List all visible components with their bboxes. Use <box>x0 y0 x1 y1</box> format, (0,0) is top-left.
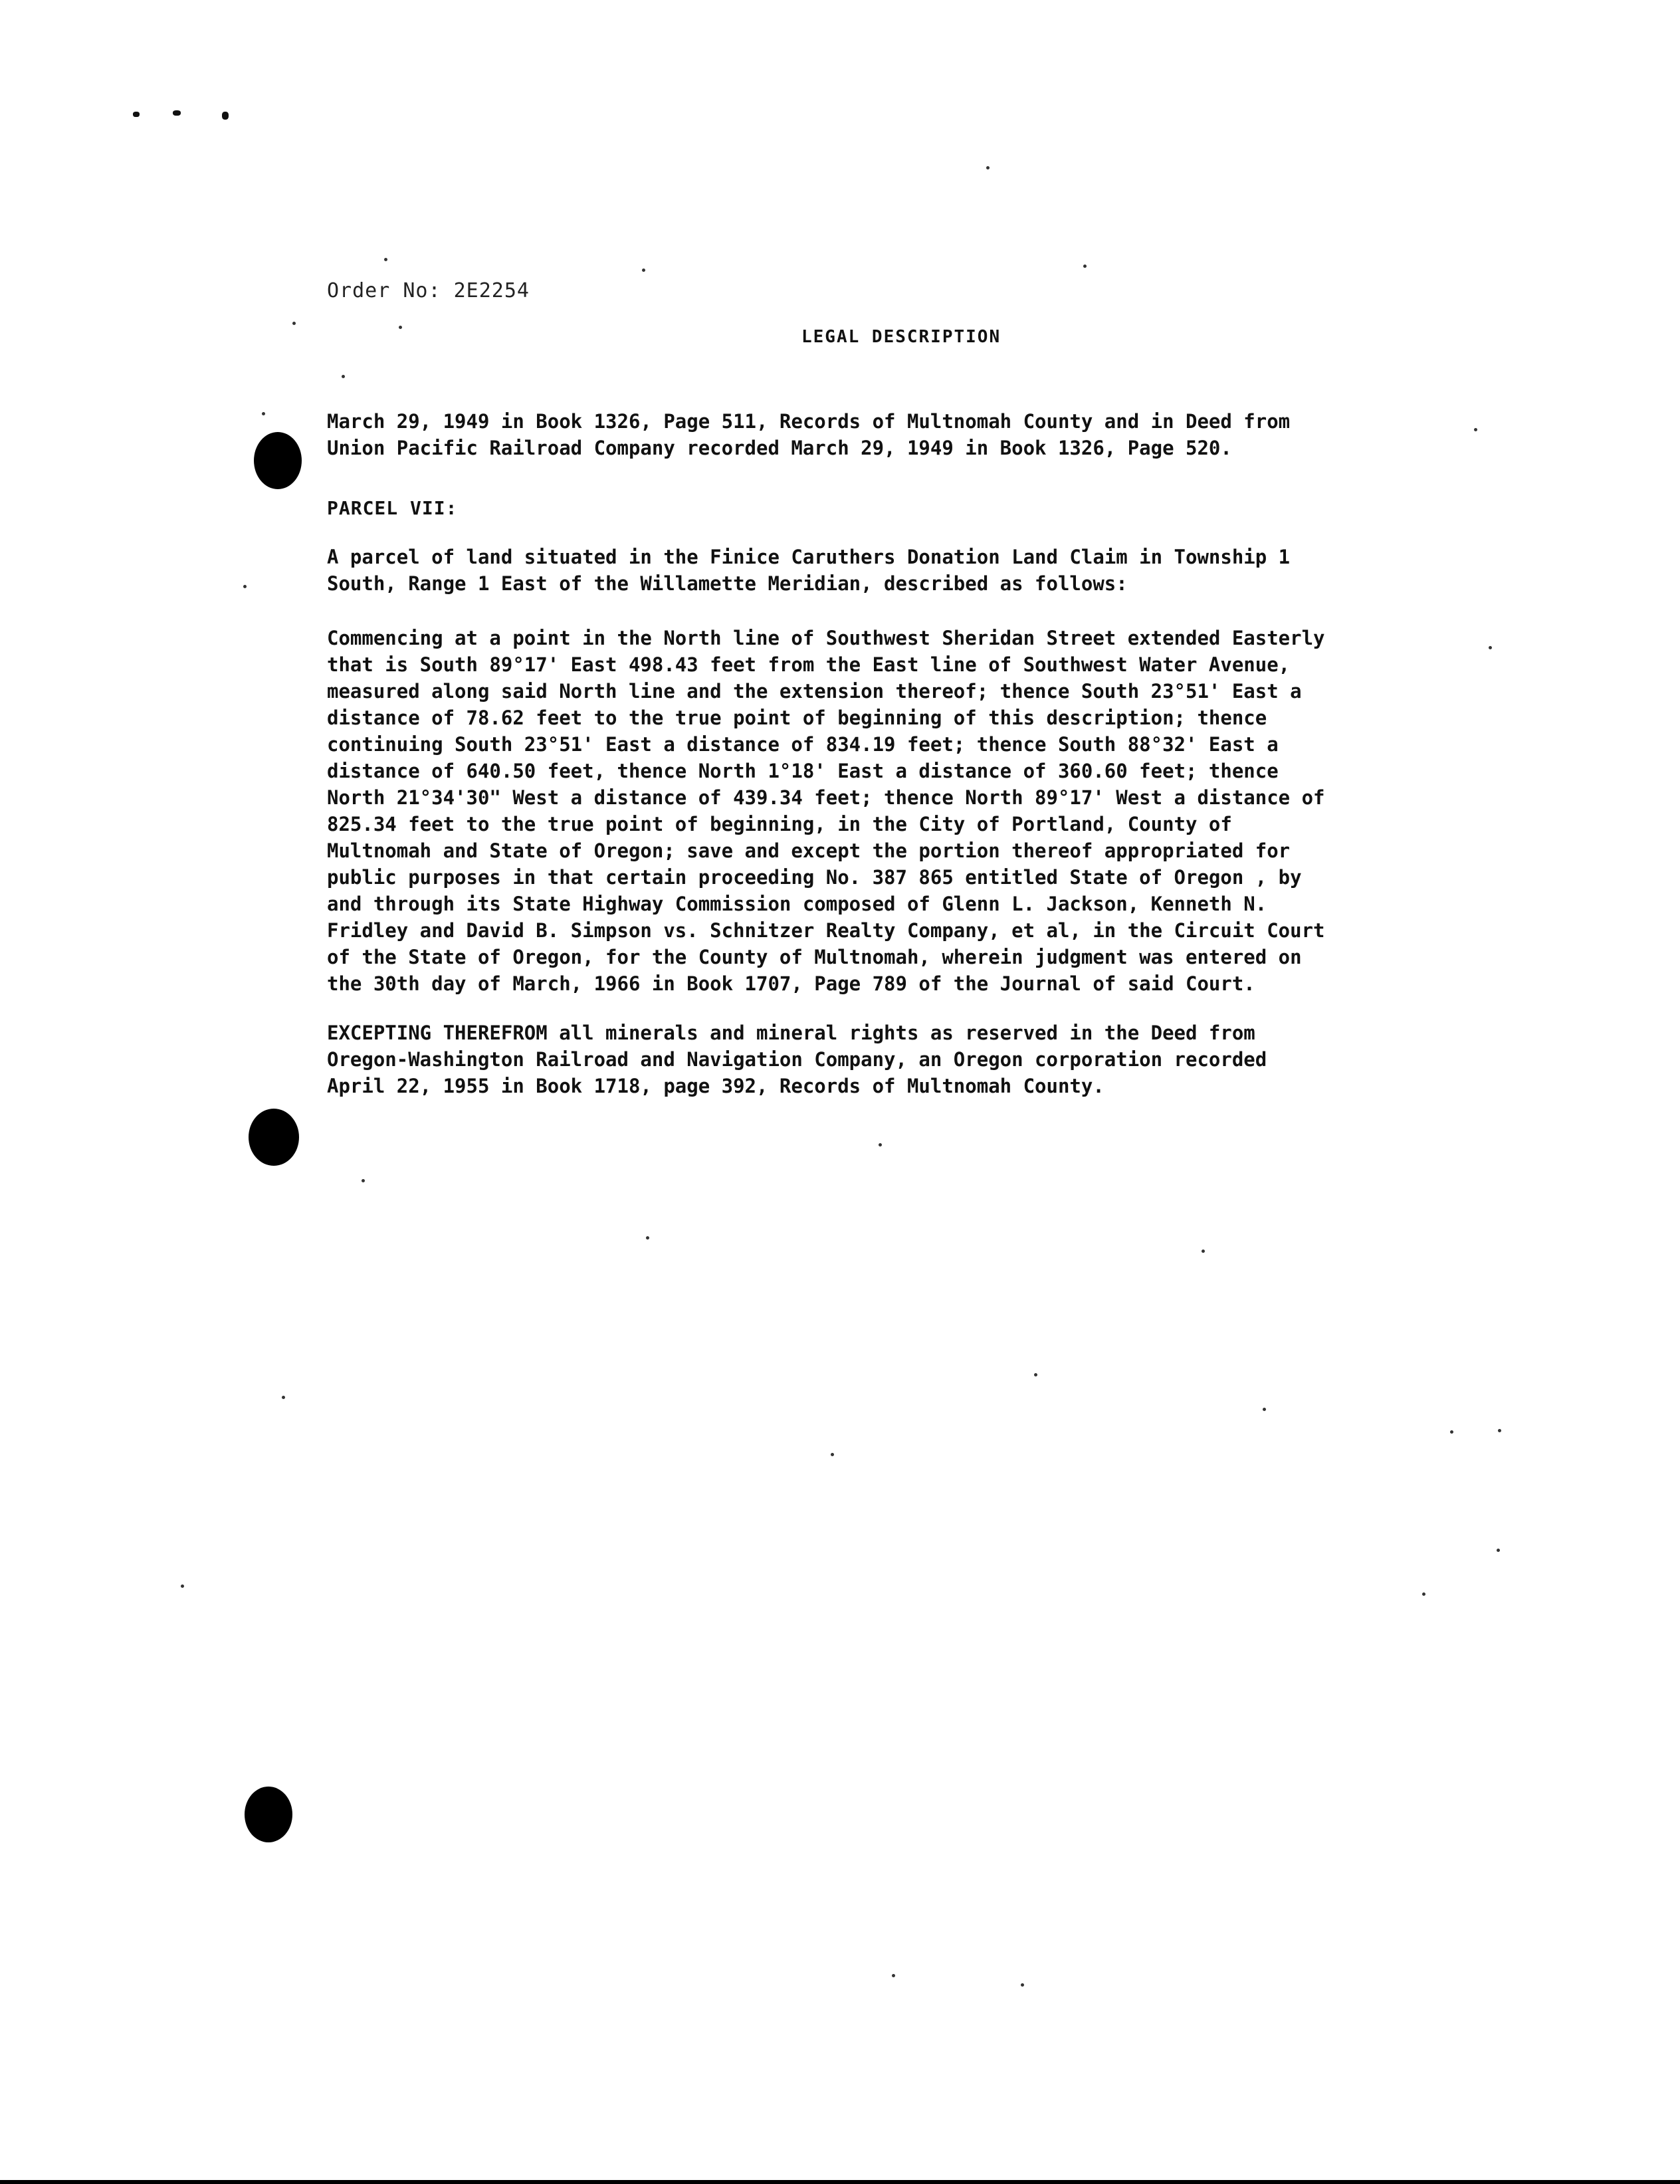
scan-speck <box>1202 1250 1205 1253</box>
scan-speck <box>262 412 265 415</box>
scan-speck <box>831 1453 834 1456</box>
scan-mark <box>133 112 140 117</box>
scan-speck <box>1034 1373 1037 1376</box>
scan-speck <box>1450 1430 1453 1434</box>
hole-punch <box>245 1787 292 1842</box>
scan-speck <box>384 258 387 261</box>
scan-speck <box>646 1236 649 1240</box>
scan-speck <box>1263 1408 1266 1411</box>
scan-speck <box>181 1584 184 1588</box>
scan-speck <box>1021 1983 1024 1987</box>
paragraph-deed-reference: March 29, 1949 in Book 1326, Page 511, Records of Multnomah County and in Deed from Union Pacific Railroad Company recorded March 29, 1949 in Book 1326, Page 520. <box>327 410 1291 459</box>
scan-speck <box>1422 1592 1425 1596</box>
scan-speck <box>399 326 402 329</box>
scan-speck <box>342 375 345 378</box>
scan-mark <box>173 110 181 116</box>
scan-speck <box>362 1179 365 1182</box>
parcel-heading: PARCEL VII: <box>327 497 458 519</box>
hole-punch <box>249 1109 299 1166</box>
scan-speck <box>282 1396 285 1399</box>
scan-speck <box>642 269 645 272</box>
paragraph-excepting: EXCEPTING THEREFROM all minerals and mineral rights as reserved in the Deed from Oregon-Washington Railroad and Navigation Company, an Oregon corporation recorded April 22, 1955 in Book 1718, page 392, Records of Multnomah County. <box>327 1022 1267 1097</box>
scan-speck <box>986 166 990 169</box>
hole-punch <box>254 432 302 489</box>
order-number: Order No: 2E2254 <box>327 279 530 302</box>
paragraph-metes-bounds: Commencing at a point in the North line of Southwest Sheridan Street extended Easterly that is South 89°17' East 498.43 feet from the East line of Southwest Water Avenue, measured along said North line and the extension thereof; thence South 23°51' East a distance of 78.62 feet to the true point of beginning of this description; thence continuing South 23°51' East a distance of 834.19 feet; thence South 88°32' East a distance of 640.50 feet, thence North 1°18' East a distance of 360.60 feet; thence North 21°34'30" West a distance of 439.34 feet; thence North 89°17' West a distance of 825.34 feet to the true point of beginning, in the City of Portland, County of Multnomah and State of Oregon; save and except the portion thereof appropriated for public purposes in that certain proceeding No. 387 865 entitled State of Oregon , by and through its State Highway Commission composed of Glenn L. Jackson, Kenneth N. Fridley and David B. Simpson vs. Schnitzer Realty Company, et al, in the Circuit Court of the State of Oregon, for the County of Multnomah, wherein judgment was entered on the 30th day of March, 1966 in Book 1707, Page 789 of the Journal of said Court. <box>327 627 1325 995</box>
scan-edge <box>0 2180 1680 2184</box>
scan-speck <box>243 585 247 588</box>
document-title: LEGAL DESCRIPTION <box>801 327 1001 347</box>
scan-speck <box>1497 1549 1500 1552</box>
scan-speck <box>1498 1429 1501 1432</box>
scan-speck <box>1083 265 1087 268</box>
scan-speck <box>892 1974 895 1977</box>
scan-mark <box>222 112 229 120</box>
scan-speck <box>1489 646 1492 649</box>
scan-speck <box>879 1143 882 1147</box>
scan-speck <box>1474 428 1477 431</box>
scan-speck <box>292 322 296 325</box>
paragraph-parcel-intro: A parcel of land situated in the Finice Caruthers Donation Land Claim in Township 1 South, Range 1 East of the Willamette Meridian, described as follows: <box>327 546 1291 595</box>
